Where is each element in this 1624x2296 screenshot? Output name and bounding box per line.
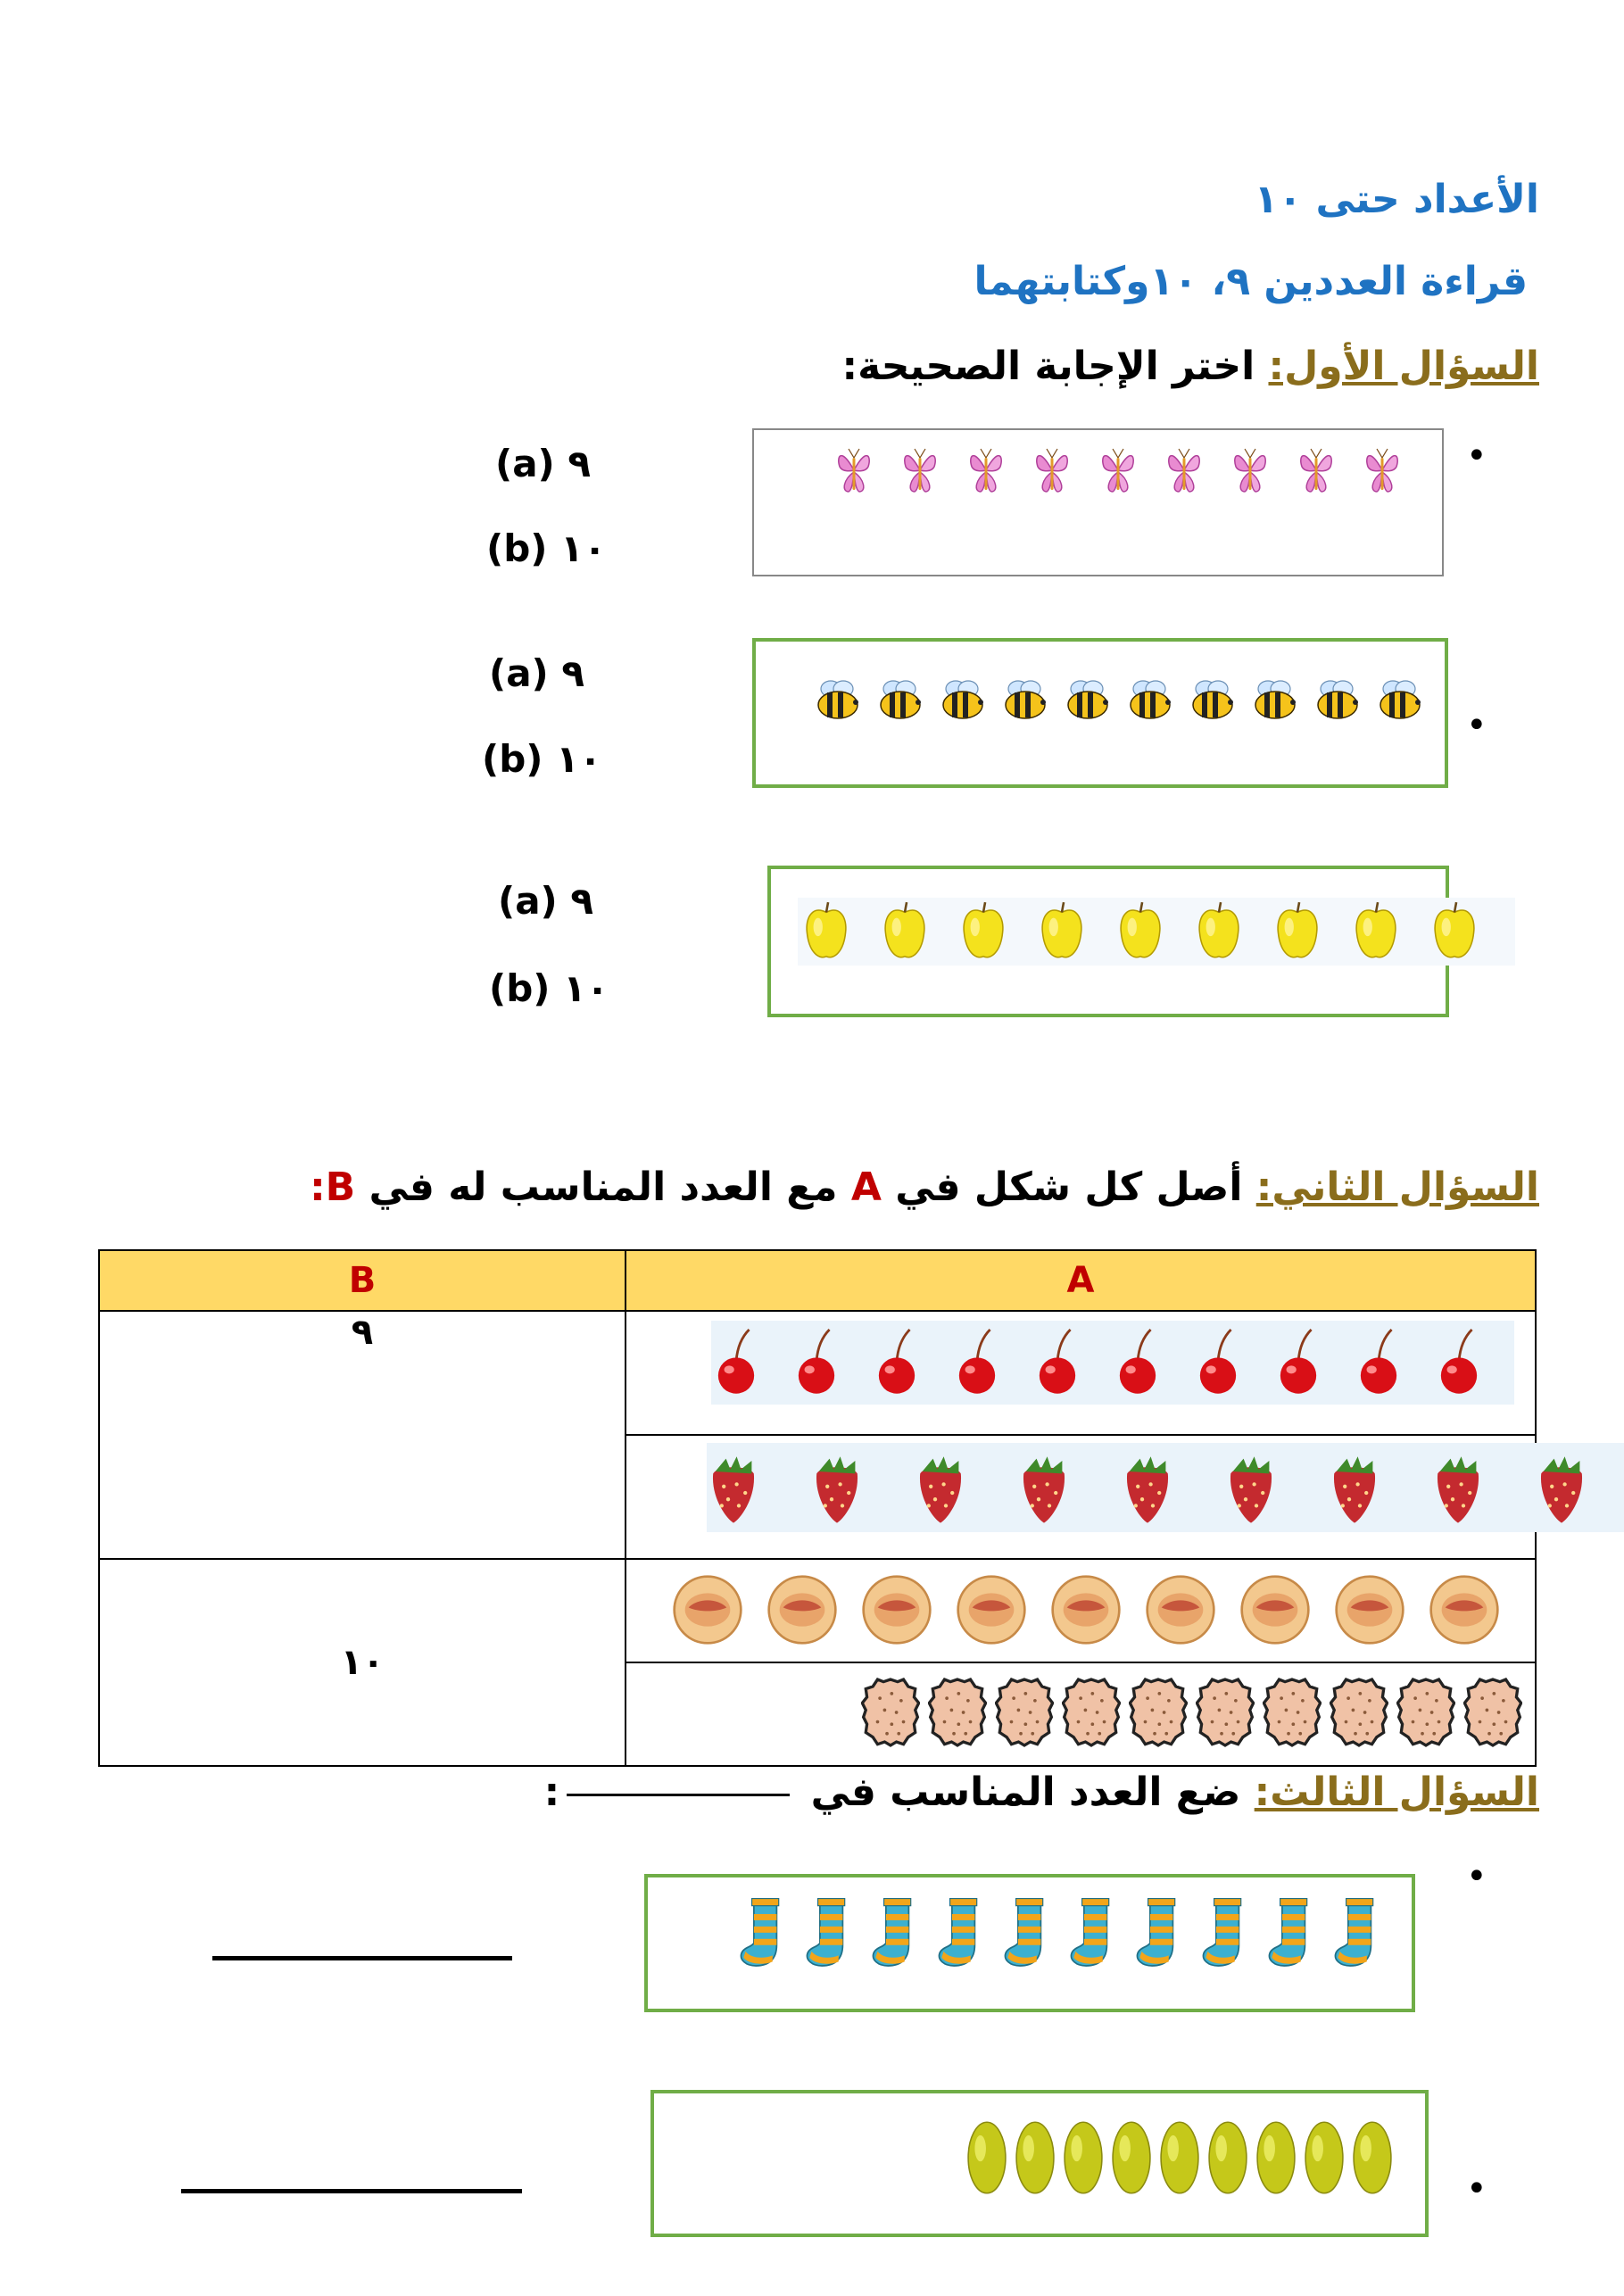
matching-table [98, 1249, 1537, 1767]
q3-item-1-box [644, 1874, 1415, 2012]
butterfly-icon [968, 443, 1004, 498]
q3-label: السؤال الثالث: [1254, 1770, 1539, 1815]
bullet: • [1466, 1856, 1487, 1897]
q1-item-1-option-b[interactable]: (b) ١٠ [486, 526, 607, 570]
lemon-icon [1304, 2120, 1345, 2195]
sock-icon [1330, 1894, 1381, 1974]
strawberry-icon [914, 1446, 967, 1529]
q2-a-letter: A [850, 1165, 882, 1210]
lemon-icon [1063, 2120, 1104, 2195]
cookie-icon [1263, 1674, 1322, 1751]
lemon-icon [1352, 2120, 1393, 2195]
q3-item-2-box [650, 2090, 1429, 2237]
lemon-row [966, 2120, 1400, 2195]
apple-icon [803, 899, 849, 964]
q1-item-1-option-a[interactable]: (a) ٩ [495, 442, 591, 485]
cherry-icon [1113, 1324, 1163, 1401]
lemon-icon [1111, 2120, 1152, 2195]
strawberry-icon [1224, 1446, 1278, 1529]
strawberry-icon [1121, 1446, 1174, 1529]
bullet: • [1466, 2168, 1487, 2209]
pie-row [669, 1574, 1520, 1645]
lemon-icon [1207, 2120, 1248, 2195]
q2-label: السؤال الثاني: [1255, 1165, 1539, 1210]
bee-icon [1186, 677, 1239, 724]
answer-line-1[interactable] [212, 1956, 512, 1960]
blank-line [567, 1794, 790, 1796]
butterfly-icon [836, 443, 872, 498]
sock-icon [1131, 1894, 1183, 1974]
q2-heading [310, 1165, 1539, 1210]
bee-icon [874, 677, 927, 724]
butterfly-icon [1100, 443, 1136, 498]
bee-icon [1061, 677, 1114, 724]
sock-icon [999, 1894, 1051, 1974]
lemon-icon [966, 2120, 1007, 2195]
cherry-icon [952, 1324, 1002, 1401]
butterfly-icon [1298, 443, 1334, 498]
bee-row [811, 677, 1436, 724]
pie-icon [1048, 1574, 1124, 1645]
page-title: الأعداد حتى ١٠ [1254, 177, 1539, 222]
cherry-icon [872, 1324, 922, 1401]
pie-icon [669, 1574, 746, 1645]
apple-row [798, 898, 1515, 966]
strawberry-icon [810, 1446, 864, 1529]
q1-item-2-option-a[interactable]: (a) ٩ [489, 651, 584, 695]
q2-text-mid: مع العدد المناسب له في [369, 1165, 838, 1210]
q3-text: ضع العدد المناسب في [810, 1770, 1241, 1815]
sock-icon [1065, 1894, 1117, 1974]
sock-icon [933, 1894, 985, 1974]
pie-icon [858, 1574, 935, 1645]
sock-icon [1197, 1894, 1249, 1974]
strawberry-row [707, 1443, 1624, 1532]
q1-item-1-box [752, 428, 1444, 576]
q1-item-3-box [767, 866, 1449, 1017]
strawberry-icon [1328, 1446, 1381, 1529]
apple-icon [1196, 899, 1242, 964]
q1-item-3-option-b[interactable]: (b) ١٠ [489, 966, 609, 1010]
apple-icon [1039, 899, 1085, 964]
cookie-cell[interactable] [626, 1662, 1536, 1766]
number-9: ٩ [351, 1312, 374, 1353]
cookie-icon [1129, 1674, 1188, 1751]
q3-colon: : [543, 1770, 560, 1815]
strawberry-cell[interactable] [626, 1435, 1536, 1559]
cookie-icon [995, 1674, 1054, 1751]
pie-cell[interactable] [626, 1559, 1536, 1662]
cookie-icon [1463, 1674, 1522, 1751]
pie-icon [1426, 1574, 1503, 1645]
butterfly-icon [1034, 443, 1070, 498]
cherry-icon [1032, 1324, 1082, 1401]
bee-icon [811, 677, 865, 724]
apple-icon [960, 899, 1007, 964]
bullet: • [1466, 435, 1487, 477]
strawberry-icon [1017, 1446, 1071, 1529]
sock-icon [735, 1894, 787, 1974]
cookie-row [861, 1674, 1530, 1751]
q2-text-pre: أصل كل شكل في [895, 1165, 1243, 1210]
sock-row [735, 1894, 1396, 1974]
q1-heading [841, 344, 1539, 389]
butterfly-icon [902, 443, 938, 498]
number-10-cell[interactable] [99, 1559, 626, 1766]
bee-icon [936, 677, 990, 724]
bee-icon [998, 677, 1052, 724]
cherry-icon [1193, 1324, 1243, 1401]
apple-icon [1117, 899, 1164, 964]
butterfly-icon [1232, 443, 1268, 498]
number-9-cell[interactable] [99, 1311, 626, 1559]
bee-icon [1311, 677, 1364, 724]
cherry-icon [791, 1324, 841, 1401]
column-a-header: A [626, 1250, 1536, 1311]
cookie-icon [928, 1674, 987, 1751]
q1-text: اختر الإجابة الصحيحة: [841, 344, 1255, 389]
q1-item-2-box [752, 638, 1448, 788]
cherry-cell[interactable] [626, 1311, 1536, 1435]
cherry-icon [711, 1324, 761, 1401]
strawberry-icon [707, 1446, 760, 1529]
bee-icon [1373, 677, 1427, 724]
q3-heading [544, 1770, 1539, 1815]
sock-icon [801, 1894, 853, 1974]
sock-icon [1264, 1894, 1315, 1974]
pie-icon [1237, 1574, 1313, 1645]
pie-icon [1142, 1574, 1219, 1645]
cherry-icon [1273, 1324, 1323, 1401]
number-10: ١٠ [340, 1642, 385, 1683]
apple-icon [1274, 899, 1321, 964]
cookie-icon [1396, 1674, 1455, 1751]
answer-line-2[interactable] [181, 2189, 522, 2193]
butterfly-icon [1166, 443, 1202, 498]
q2-colon: : [310, 1165, 326, 1210]
lemon-icon [1159, 2120, 1200, 2195]
pie-icon [953, 1574, 1030, 1645]
cherry-icon [1434, 1324, 1484, 1401]
strawberry-icon [1535, 1446, 1588, 1529]
bee-icon [1123, 677, 1177, 724]
q2-b-letter: B [325, 1165, 356, 1210]
butterfly-icon [1364, 443, 1400, 498]
q1-item-3-option-a[interactable]: (a) ٩ [498, 879, 593, 923]
q1-item-2-option-b[interactable]: (b) ١٠ [482, 737, 602, 781]
page-subtitle: قراءة العددين ٩، ١٠وكتابتهما [974, 259, 1528, 304]
pie-icon [1331, 1574, 1408, 1645]
lemon-icon [1015, 2120, 1056, 2195]
apple-icon [1431, 899, 1478, 964]
strawberry-icon [1431, 1446, 1485, 1529]
cookie-icon [1196, 1674, 1255, 1751]
lemon-icon [1255, 2120, 1297, 2195]
butterfly-row [836, 443, 1430, 498]
cookie-icon [1062, 1674, 1121, 1751]
bullet: • [1466, 705, 1487, 746]
apple-icon [882, 899, 928, 964]
pie-icon [764, 1574, 841, 1645]
sock-icon [867, 1894, 919, 1974]
column-b-header: B [99, 1250, 626, 1311]
cherry-row [711, 1321, 1514, 1405]
cookie-icon [861, 1674, 920, 1751]
apple-icon [1353, 899, 1399, 964]
q1-label: السؤال الأول: [1268, 344, 1539, 389]
bee-icon [1248, 677, 1302, 724]
cherry-icon [1354, 1324, 1404, 1401]
cookie-icon [1330, 1674, 1388, 1751]
